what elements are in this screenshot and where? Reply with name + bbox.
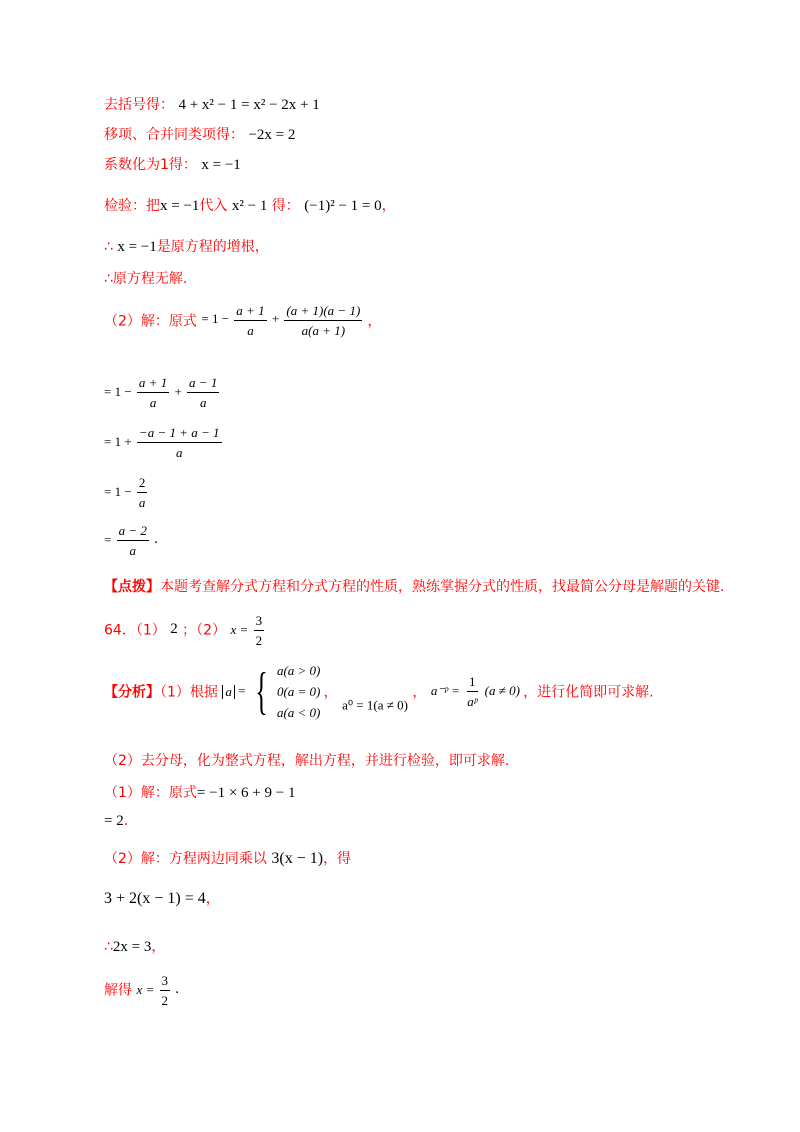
line-solution-1-result [104, 812, 128, 830]
text: . [123, 813, 129, 829]
text: = 1 − [104, 484, 132, 500]
text: ， [381, 198, 396, 214]
math: 2x = 3 [112, 939, 152, 955]
label: 系数化为1得： [104, 157, 197, 173]
denominator: a [175, 445, 183, 460]
text: （1）根据 [160, 684, 218, 701]
case-1: a(a > 0) [276, 663, 321, 678]
text: （2）去分母，化为整式方程，解出方程，并进行检验，即可求解. [104, 753, 510, 769]
text: = 1 + [104, 434, 132, 450]
text: ， [412, 684, 427, 701]
math: x = −1 [201, 157, 241, 173]
line-step2 [104, 424, 224, 461]
tip-tag: 【点拨】 [104, 579, 160, 595]
numerator: 1 [467, 673, 478, 692]
numerator: −a − 1 + a − 1 [137, 424, 222, 443]
text: 得： [271, 198, 300, 214]
math: 3(x − 1) [271, 850, 324, 867]
denominator: a [129, 543, 136, 558]
text: . [154, 530, 158, 547]
fraction [160, 972, 171, 1009]
therefore-symbol: ∴ [104, 939, 113, 955]
text: 是原方程的增根， [156, 239, 269, 255]
text: ， [205, 891, 220, 907]
line-tip [104, 578, 724, 596]
numerator: a − 1 [187, 374, 219, 393]
denominator: a [149, 395, 157, 410]
denominator: a [247, 323, 254, 338]
cases [277, 660, 320, 723]
fraction [465, 673, 479, 710]
text: + [271, 311, 280, 327]
negative-power [430, 674, 523, 709]
denominator: a [199, 395, 207, 410]
line-no-solution [104, 270, 187, 288]
math: 3 + 2(x − 1) = 4 [104, 890, 206, 907]
text: ， [151, 939, 166, 955]
zero-power: a⁰ = 1(a ≠ 0) [342, 697, 408, 713]
math: x = −1 [160, 198, 200, 214]
denominator: aᵖ [467, 694, 478, 709]
label: （2）解：原式 [104, 313, 197, 330]
line-q64-answer [104, 612, 266, 649]
line-final [104, 972, 179, 1009]
line-combine-terms [104, 126, 295, 144]
denominator: a [138, 495, 146, 510]
denominator: 2 [161, 993, 168, 1008]
text: ；（2） [182, 622, 227, 639]
numerator: 3 [160, 972, 171, 991]
math: x = −1 [117, 239, 157, 255]
answer [136, 973, 175, 1008]
text: = 1 − [201, 311, 230, 327]
question-number: 64．（1） [104, 622, 166, 639]
text: ， [323, 684, 338, 701]
expr [104, 425, 224, 460]
line-step4 [104, 522, 158, 559]
text: 检验：把 [104, 198, 160, 214]
numerator: (a + 1)(a − 1) [284, 302, 362, 321]
numerator: a + 1 [234, 302, 266, 321]
line-check [104, 197, 396, 215]
math: 4 + x² − 1 = x² − 2x + 1 [178, 97, 320, 113]
expr [201, 303, 367, 338]
label: （2）解：方程两边同乘以 [104, 851, 267, 867]
line-analysis [104, 660, 654, 723]
analysis-tag: 【分析】 [104, 684, 160, 701]
text: x = [230, 622, 249, 638]
denominator: a(a + 1) [301, 323, 346, 338]
math: (−1)² − 1 = 0 [304, 198, 382, 214]
therefore-symbol: ∴ [104, 271, 113, 287]
fraction [137, 374, 169, 411]
case-3: a(a < 0) [276, 705, 321, 720]
expr [104, 375, 221, 410]
math: = 2 [104, 813, 124, 829]
line-step1 [104, 374, 221, 411]
abs-value: a [222, 685, 235, 699]
line-equation-1 [104, 890, 220, 908]
text: ，进行化简即可求解. [523, 684, 654, 701]
text: = 1 − [104, 384, 132, 400]
label: 去括号得： [104, 97, 174, 113]
line-equation-2 [104, 938, 165, 956]
label: 解得 [104, 982, 132, 999]
fraction [187, 374, 219, 411]
answer-1: 2 [170, 620, 178, 637]
numerator: a + 1 [137, 374, 169, 393]
numerator: a − 2 [117, 522, 149, 541]
label: 移项、合并同类项得： [104, 127, 244, 143]
fraction [284, 302, 362, 339]
text: (a ≠ 0) [484, 683, 520, 699]
text: ， [367, 313, 382, 330]
line-solution-2 [104, 850, 351, 868]
denominator: 2 [255, 633, 263, 648]
text: + [174, 384, 182, 400]
expr [104, 523, 154, 558]
tip-text: 本题考查解分式方程和分式方程的性质，熟练掌握分式的性质，找最简公分母是解题的关键. [160, 579, 725, 595]
fraction [137, 424, 222, 461]
fraction [254, 612, 265, 649]
fraction [234, 302, 266, 339]
fraction [137, 474, 148, 511]
abs-definition [222, 662, 323, 720]
text: 代入 [199, 198, 228, 214]
text: . [175, 980, 179, 997]
line-extraneous-root [104, 238, 269, 256]
line-step3 [104, 474, 149, 511]
math: = −1 × 6 + 9 − 1 [196, 785, 296, 801]
fraction [117, 522, 149, 559]
math: x² − 1 [231, 198, 268, 214]
numerator: 2 [137, 474, 148, 493]
text: x = [136, 982, 155, 998]
answer-2 [230, 613, 267, 648]
line-analysis-2 [104, 752, 509, 770]
line-expand-brackets [104, 96, 320, 114]
numerator: 3 [254, 612, 265, 631]
text: ，得 [323, 851, 352, 867]
math: −2x = 2 [248, 127, 296, 143]
text: = [238, 683, 246, 699]
case-2: 0(a = 0) [276, 684, 321, 699]
text: = [104, 532, 112, 548]
line-solution-1 [104, 784, 295, 802]
therefore-symbol: ∴ [104, 239, 113, 255]
text: 原方程无解. [112, 271, 188, 287]
text: a⁻ᵖ = [430, 683, 460, 699]
expr [104, 475, 149, 510]
brace-icon: { [254, 662, 268, 720]
label: （1）解：原式 [104, 785, 197, 801]
line-coefficient [104, 156, 241, 174]
line-part2-original [104, 302, 382, 339]
